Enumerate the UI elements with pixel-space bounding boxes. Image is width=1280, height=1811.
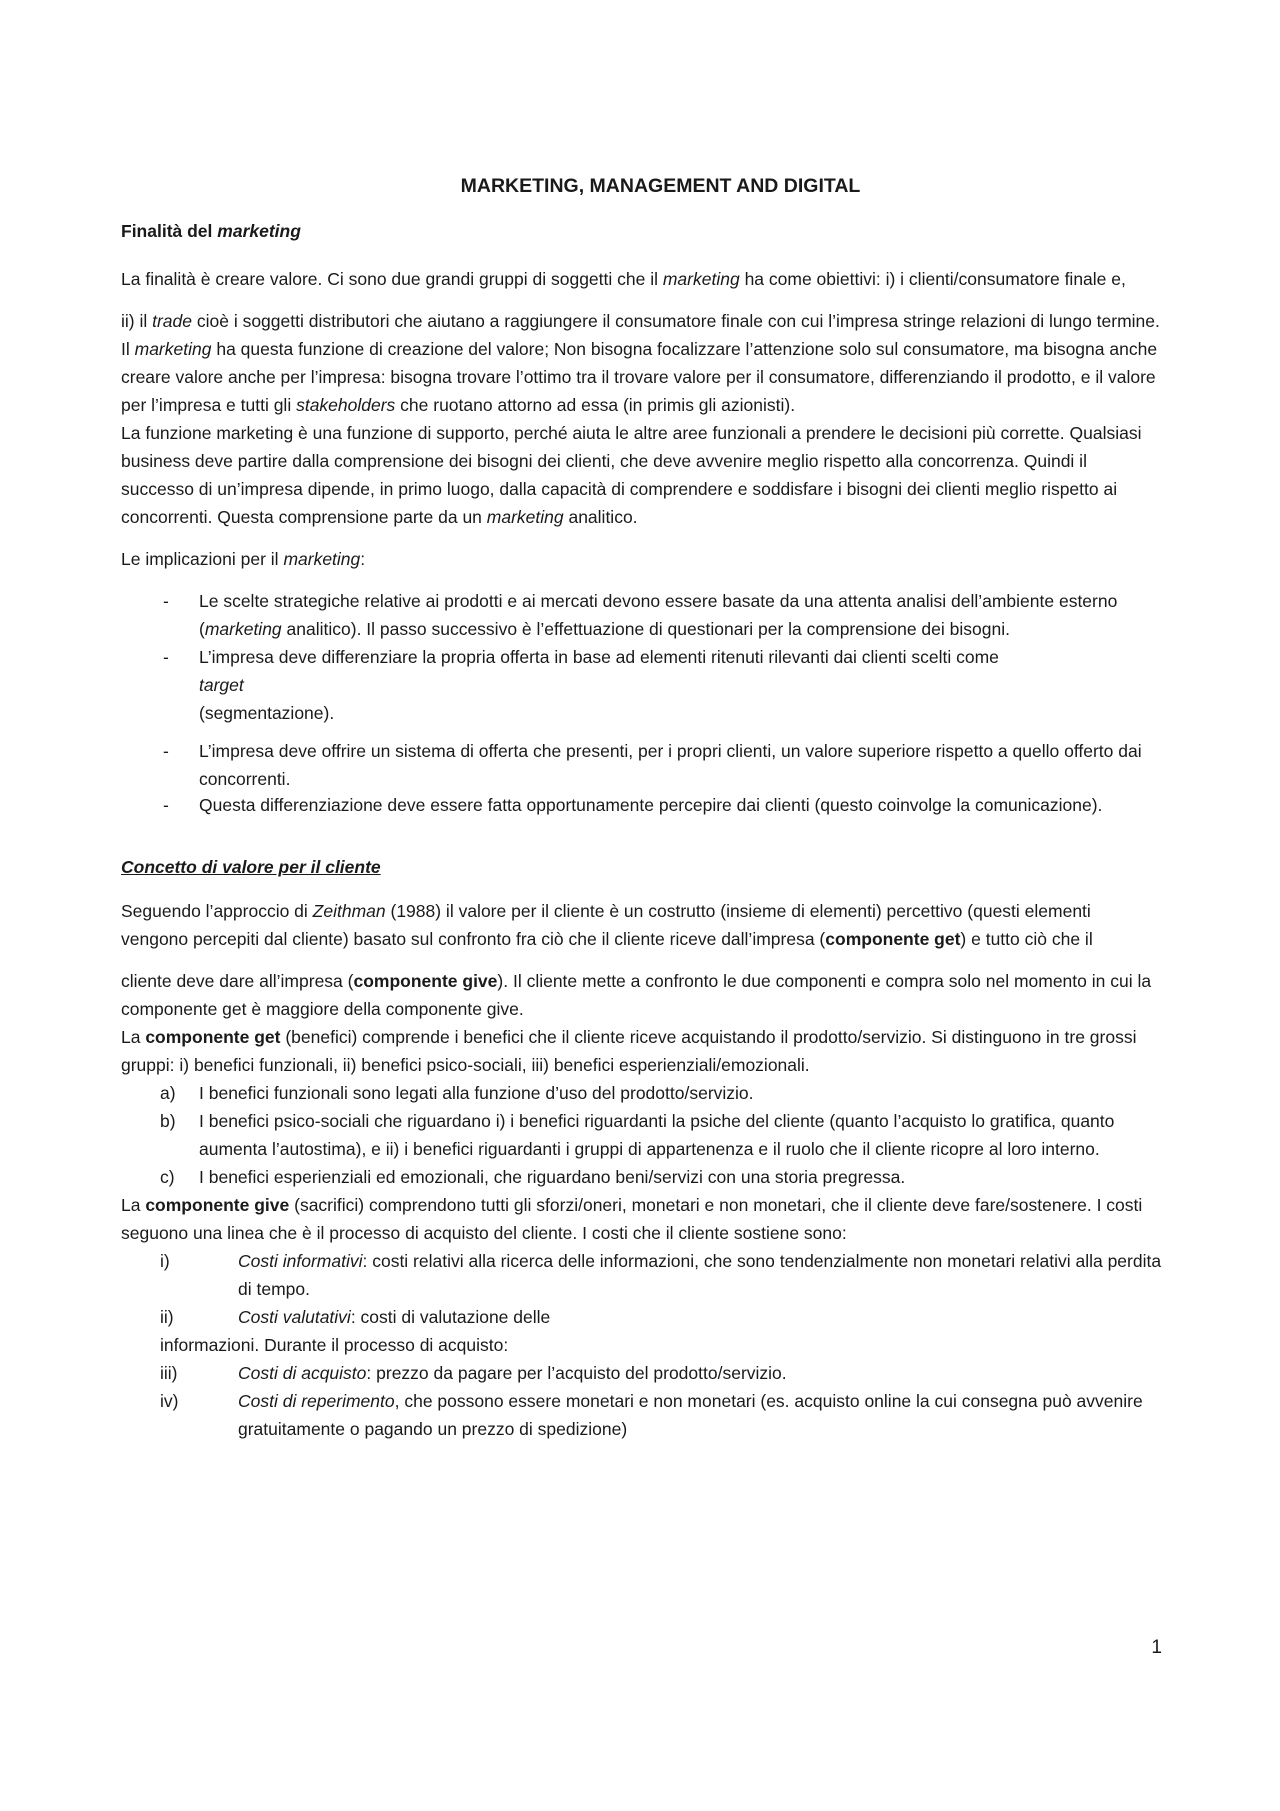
text-emphasis: stakeholders	[296, 395, 396, 415]
text-emphasis: Zeithman	[312, 901, 386, 921]
list-bullet: -	[163, 795, 169, 815]
list-item	[121, 1387, 1162, 1443]
page-number: 1	[1151, 1637, 1162, 1658]
text-emphasis: Costi valutativi	[238, 1307, 351, 1327]
list-bullet: -	[163, 647, 169, 667]
text-strong: componente give	[145, 1195, 290, 1215]
list-item	[121, 1247, 1162, 1303]
text-run: :	[360, 549, 366, 569]
text-run: La finalità è creare valore. Ci sono due grandi gruppi di soggetti che il	[121, 269, 663, 289]
text-emphasis: marketing	[486, 507, 564, 527]
text-run: (benefici) comprende i benefici che il cliente riceve acquistando il prodotto/servizio. Si distinguono in tre grossi gruppi: i) benefici funzionali, ii) benefici psico-sociali, iii) benefici esperienziali/emozionali.	[121, 1027, 1137, 1075]
list-item	[121, 587, 1162, 643]
text-emphasis: Costi di reperimento	[238, 1391, 395, 1411]
text-strong: componente get	[145, 1027, 281, 1047]
text-run: : prezzo da pagare per l’acquisto del prodotto/servizio.	[366, 1363, 787, 1383]
list-marker: iii)	[160, 1363, 178, 1383]
paragraph	[121, 419, 1162, 531]
text-emphasis: marketing	[662, 269, 740, 289]
text-run: : costi relativi alla ricerca delle informazioni, che sono tendenzialmente non monetari relativi alla perdita di tempo.	[238, 1251, 1162, 1299]
list-marker: iv)	[160, 1391, 179, 1411]
paragraph	[121, 307, 1162, 419]
text-run: ) e tutto ciò che il	[960, 929, 1093, 949]
paragraph	[121, 545, 1162, 573]
paragraph	[121, 897, 1162, 953]
text-run: analitico.	[563, 507, 638, 527]
text-run: cioè i soggetti distributori che aiutano a raggiungere il consumatore finale con cui l’impresa stringe relazioni di lungo termine. Il	[121, 311, 1160, 359]
implications-list	[121, 587, 1162, 727]
text-run: Seguendo l’approccio di	[121, 901, 313, 921]
text-emphasis: Costi informativi	[238, 1251, 363, 1271]
list-item	[121, 793, 1162, 817]
text-run: (segmentazione).	[199, 703, 335, 723]
paragraph	[121, 265, 1162, 293]
heading-text: Finalità del	[121, 221, 218, 241]
section-heading-finalita	[121, 217, 1162, 245]
text-run: che ruotano attorno ad essa (in primis gli azionisti).	[395, 395, 796, 415]
text-strong: componente give	[353, 971, 498, 991]
text-run: Questa differenziazione deve essere fatta opportunamente percepire dai clienti (questo coinvolge la comunicazione).	[199, 795, 1103, 815]
costs-list-continuation: informazioni. Durante il processo di acquisto:	[160, 1335, 509, 1355]
text-run: La	[121, 1027, 146, 1047]
text-emphasis: marketing	[283, 549, 361, 569]
text-run: I benefici funzionali sono legati alla funzione d’uso del prodotto/servizio.	[199, 1083, 754, 1103]
text-emphasis: marketing	[134, 339, 212, 359]
text-run: ha come obiettivi: i) i clienti/consumatore finale e,	[739, 269, 1126, 289]
text-run: cliente deve dare all’impresa (	[121, 971, 354, 991]
paragraph	[121, 1023, 1162, 1079]
text-run: L’impresa deve differenziare la propria offerta in base ad elementi ritenuti rilevanti dai clienti scelti come	[199, 647, 999, 667]
paragraph	[121, 1191, 1162, 1247]
text-emphasis: marketing	[204, 619, 282, 639]
text-emphasis: trade	[152, 311, 192, 331]
text-run: Le implicazioni per il	[121, 549, 284, 569]
text-run: analitico). Il passo successivo è l’effettuazione di questionari per la comprensione dei bisogni.	[281, 619, 1010, 639]
list-marker: ii)	[160, 1307, 174, 1327]
list-marker: i)	[160, 1251, 170, 1271]
text-run: (1988) il valore per il cliente è un costrutto (insieme di elementi) percettivo (questi elementi vengono percepiti dal cliente) basato sul confronto fra ciò che il cliente riceve dall’impresa (	[121, 901, 1091, 949]
list-item	[121, 1107, 1162, 1163]
costs-list	[121, 1247, 1162, 1331]
benefits-list	[121, 1079, 1162, 1191]
heading-emphasis: marketing	[217, 221, 301, 241]
text-emphasis: Costi di acquisto	[238, 1363, 367, 1383]
implications-list-continued	[121, 737, 1162, 817]
section-heading-valore: Concetto di valore per il cliente	[121, 857, 381, 877]
list-item	[121, 1303, 1162, 1331]
list-marker: b)	[160, 1111, 176, 1131]
list-bullet: -	[163, 591, 169, 611]
text-run: La	[121, 1195, 146, 1215]
text-run: L’impresa deve offrire un sistema di offerta che presenti, per i propri clienti, un valore superiore rispetto a quello offerto dai concorrenti.	[199, 741, 1142, 789]
text-strong: componente get	[825, 929, 961, 949]
list-item	[121, 737, 1162, 793]
text-run: Le scelte strategiche relative ai prodotti e ai mercati devono essere basate da una attenta analisi dell’ambiente esterno (	[199, 591, 1118, 639]
list-bullet: -	[163, 741, 169, 761]
document-title: MARKETING, MANAGEMENT AND DIGITAL	[460, 175, 861, 197]
list-item	[121, 1359, 1162, 1387]
list-item	[121, 1079, 1162, 1107]
text-run: : costi di valutazione delle	[350, 1307, 551, 1327]
text-run: ). Il cliente mette a confronto le due componenti e compra solo nel momento in cui la componente get è maggiore della componente give.	[121, 971, 1152, 1019]
text-run: ha questa funzione di creazione del valore; Non bisogna focalizzare l’attenzione solo sul consumatore, ma bisogna anche creare valore anche per l’impresa: bisogna trovare l’ottimo tra il trovare valore per il consumatore, differenziando il prodotto, e il valore per l’impresa e tutti gli	[121, 339, 1158, 415]
text-run: La funzione marketing è una funzione di supporto, perché aiuta le altre aree funzionali a prendere le decisioni più corrette. Qualsiasi business deve partire dalla comprensione dei bisogni dei clienti, che deve avvenire meglio rispetto alla concorrenza. Quindi il successo di un’impresa dipende, in primo luogo, dalla capacità di comprendere e soddisfare i bisogni dei clienti meglio rispetto ai concorrenti. Questa comprensione parte da un	[121, 423, 1142, 527]
text-run: I benefici psico-sociali che riguardano i) i benefici riguardanti la psiche del cliente (quanto l’acquisto lo gratifica, quanto aumenta l’autostima), e ii) i benefici riguardanti i gruppi di appartenenza e il ruolo che il cliente ricopre al loro interno.	[199, 1111, 1115, 1159]
text-run: I benefici esperienziali ed emozionali, che riguardano beni/servizi con una storia pregressa.	[199, 1167, 906, 1187]
text-run: ii) il	[121, 311, 153, 331]
paragraph	[121, 967, 1162, 1023]
text-run: , che possono essere monetari e non monetari (es. acquisto online la cui consegna può avvenire gratuitamente o pagando un prezzo di spedizione)	[238, 1391, 1143, 1439]
text-emphasis: target	[199, 675, 244, 695]
list-marker: c)	[160, 1167, 175, 1187]
text-run: (sacrifici) comprendono tutti gli sforzi/oneri, monetari e non monetari, che il cliente deve fare/sostenere. I costi seguono una linea che è il processo di acquisto del cliente. I costi che il cliente sostiene sono:	[121, 1195, 1143, 1243]
list-item	[121, 643, 1162, 727]
list-item	[121, 1163, 1162, 1191]
list-marker: a)	[160, 1083, 176, 1103]
costs-list-continued	[121, 1359, 1162, 1443]
